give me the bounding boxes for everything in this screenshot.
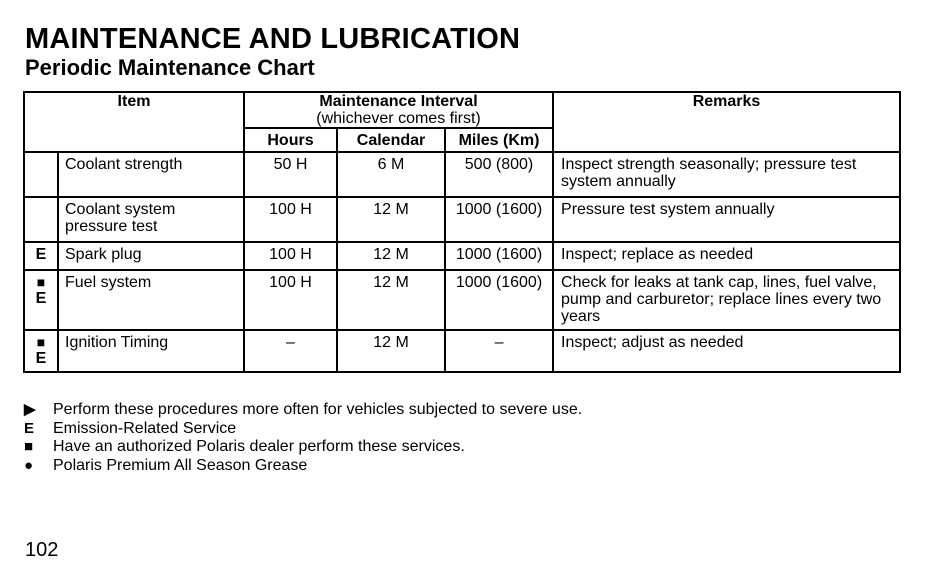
legend-item: [24, 420, 582, 439]
header-hours: Hours: [244, 128, 337, 152]
emission-mark: E: [24, 419, 35, 437]
row-symbols: [24, 270, 58, 330]
row-item: Spark plug: [58, 242, 244, 270]
triangle-icon: ▶: [24, 401, 36, 418]
legend-item: [24, 438, 582, 457]
row-symbols: [24, 197, 58, 242]
legend-item: [24, 401, 582, 420]
row-miles: 1000 (1600): [445, 242, 553, 270]
header-miles: Miles (Km): [445, 128, 553, 152]
table-row: [24, 152, 900, 197]
header-calendar: Calendar: [337, 128, 445, 152]
legend-text: Perform these procedures more often for vehicles subjected to severe use.: [53, 401, 583, 418]
square-icon: ■: [24, 438, 34, 455]
row-calendar: 12 M: [337, 197, 445, 242]
row-remarks: Inspect strength seasonally; pressure test system annually: [553, 152, 900, 197]
maintenance-chart-table: [23, 91, 901, 373]
row-item: Coolant system pressure test: [58, 197, 244, 242]
row-hours: 100 H: [244, 197, 337, 242]
legend: [24, 401, 582, 475]
row-miles: 1000 (1600): [445, 197, 553, 242]
row-remarks: Check for leaks at tank cap, lines, fuel valve, pump and carburetor; replace lines every two years: [553, 270, 900, 330]
row-item: Fuel system: [58, 270, 244, 330]
circle-icon: ●: [24, 456, 34, 474]
header-interval-label: Maintenance Interval: [319, 93, 478, 110]
table-row: [24, 330, 900, 372]
legend-item: [24, 457, 582, 476]
row-remarks: Pressure test system annually: [553, 197, 900, 242]
table-row: [24, 242, 900, 270]
table-row: [24, 270, 900, 330]
emission-mark: E: [35, 290, 47, 307]
header-remarks: Remarks: [553, 92, 900, 152]
header-interval-note: (whichever comes first): [316, 110, 481, 127]
row-hours: 100 H: [244, 270, 337, 330]
header-maintenance-interval: [244, 92, 553, 128]
row-calendar: 12 M: [337, 270, 445, 330]
row-symbols: [24, 242, 58, 270]
table-row: [24, 197, 900, 242]
row-symbols: [24, 152, 58, 197]
row-item: Coolant strength: [58, 152, 244, 197]
row-remarks: Inspect; replace as needed: [553, 242, 900, 270]
legend-text: Have an authorized Polaris dealer perform these services.: [53, 438, 465, 455]
emission-mark: E: [35, 246, 47, 263]
page-subtitle: Periodic Maintenance Chart: [25, 55, 315, 80]
row-calendar: 12 M: [337, 242, 445, 270]
row-symbols: [24, 330, 58, 372]
row-calendar: 12 M: [337, 330, 445, 372]
emission-mark: E: [35, 350, 47, 367]
page-number: 102: [25, 539, 59, 561]
row-remarks: Inspect; adjust as needed: [553, 330, 900, 372]
row-item: Ignition Timing: [58, 330, 244, 372]
legend-text: Polaris Premium All Season Grease: [53, 456, 308, 474]
page-title: MAINTENANCE AND LUBRICATION: [25, 23, 521, 55]
row-miles: –: [445, 330, 553, 372]
header-item: Item: [24, 92, 244, 152]
row-hours: 50 H: [244, 152, 337, 197]
square-icon: ■: [36, 334, 46, 350]
row-miles: 500 (800): [445, 152, 553, 197]
legend-text: Emission-Related Service: [53, 419, 237, 437]
row-hours: –: [244, 330, 337, 372]
square-icon: ■: [36, 274, 46, 290]
row-calendar: 6 M: [337, 152, 445, 197]
row-miles: 1000 (1600): [445, 270, 553, 330]
row-hours: 100 H: [244, 242, 337, 270]
